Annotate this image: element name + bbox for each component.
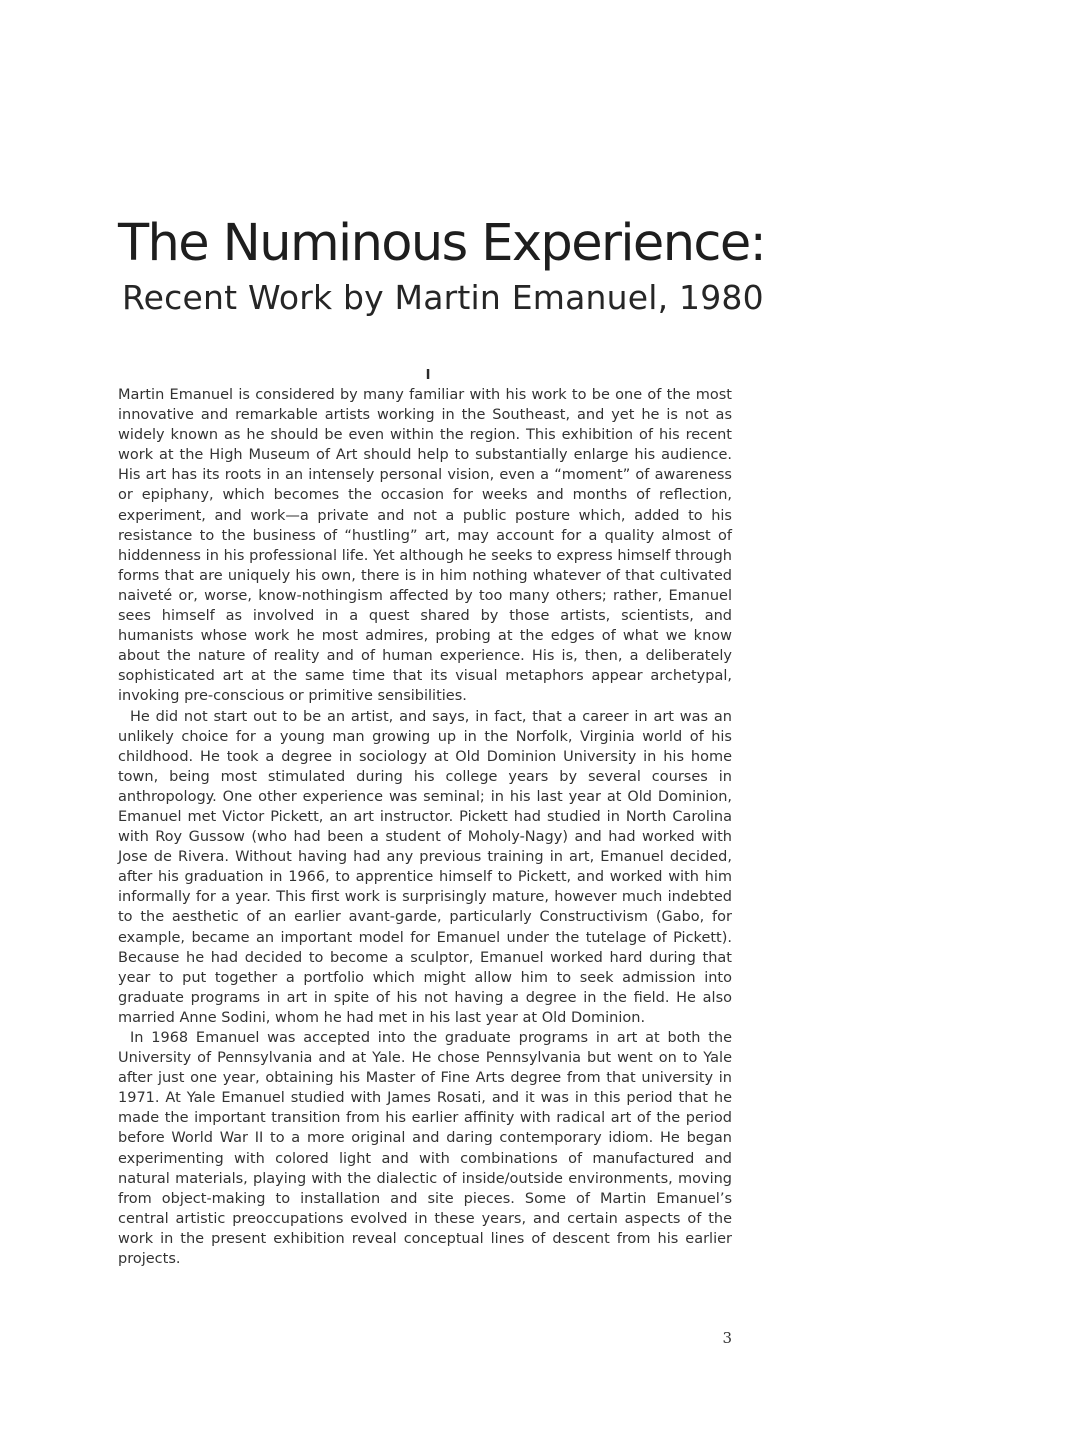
- body-text: [118, 385, 732, 1269]
- paragraph-3: In 1968 Emanuel was accepted into the graduate programs in art at both the University of Pennsylvania and at Yale. He chose Pennsylvania but went on to Yale after just one year, obtaining his Master of Fine Arts degree from that university in 1971. At Yale Emanuel studied with James Rosati, and it was in this period that he made the important transition from his earlier affinity with radical art of the period before World War II to a more original and daring contemporary idiom. He began experimenting with colored light and with combinations of manufactured and natural materials, playing with the dialectic of inside/outside environments, moving from object-making to installation and site pieces. Some of Martin Emanuel’s central artistic preoccupations evolved in these years, and certain aspects of the work in the present exhibition reveal conceptual lines of descent from his earlier projects.: [118, 1030, 732, 1268]
- paragraph-1: Martin Emanuel is considered by many familiar with his work to be one of the most innovative and remarkable artists working in the Southeast, and yet he is not as widely known as he should be even within the region. This exhibition of his recent work at the High Museum of Art should help to substantially enlarge his audience. His art has its roots in an intensely personal vision, even a “moment” of awareness or epiphany, which becomes the occasion for weeks and months of reflection, experiment, and work—a private and not a public posture which, added to his resistance to the business of “hustling” art, may account for a quality almost of hiddenness in his professional life. Yet although he seeks to express himself through forms that are uniquely his own, there is in him nothing whatever of that cultivated naiveté or, worse, know-nothingism affected by too many others; rather, Emanuel sees himself as involved in a quest shared by those artists, scientists, and humanists whose work he most admires, probing at the edges of what we know about the nature of reality and of human experience. His is, then, a deliberately sophisticated art at the same time that its visual metaphors appear archetypal, invoking pre-conscious or primitive sensibilities.: [118, 387, 732, 705]
- paragraph-2: He did not start out to be an artist, and says, in fact, that a career in art was an unlikely choice for a young man growing up in the Norfolk, Virginia world of his childhood. He took a degree in sociology at Old Dominion University in his home town, being most stimulated during his college years by several courses in anthropology. One other experience was seminal; in his last year at Old Dominion, Emanuel met Victor Pickett, an art instructor. Pickett had studied in North Carolina with Roy Gussow (who had been a student of Moholy-Nagy) and had worked with Jose de Rivera. Without having had any previous training in art, Emanuel decided, after his graduation in 1966, to apprentice himself to Pickett, and worked with him informally for a year. This first work is surprisingly mature, however much indebted to the aesthetic of an earlier avant-garde, particularly Constructivism (Gabo, for example, became an important model for Emanuel under the tutelage of Pickett). Because he had decided to become a sculptor, Emanuel worked hard during that year to put together a portfolio which might allow him to seek admission into graduate programs in art in spite of his not having a degree in the field. He also married Anne Sodini, whom he had met in his last year at Old Dominion.: [118, 708, 732, 1026]
- title-block: [118, 212, 818, 318]
- section-number: I: [425, 368, 431, 383]
- page-title: The Numinous Experience:: [118, 214, 766, 273]
- page-number: 3: [722, 1329, 732, 1347]
- page-subtitle: Recent Work by Martin Emanuel, 1980: [122, 278, 764, 317]
